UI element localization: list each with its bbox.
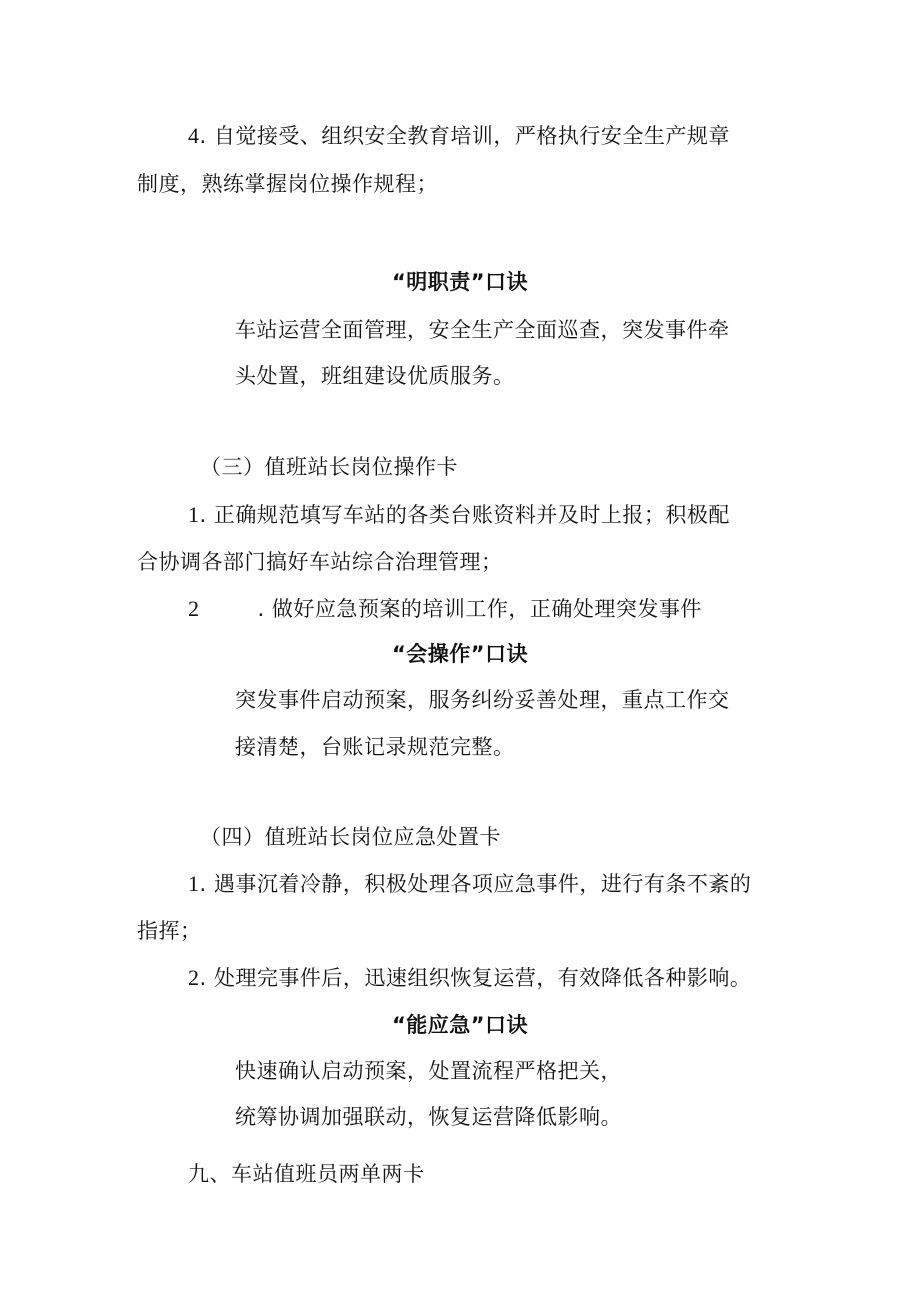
section-9-heading: 九、车站值班员两单两卡 [188, 1162, 425, 1186]
card-4-item-1-line-2: 指挥； [137, 919, 202, 943]
card-4-item-1-text-1: . 遇事沉着冷静，积极处理各项应急事件，进行有条不紊的 [199, 872, 752, 896]
nengyingji-line-2: 统筹协调加强联动，恢复运营降低影响。 [235, 1105, 622, 1129]
mingzhize-line-2: 头处置，班组建设优质服务。 [235, 364, 515, 388]
card-3-item-2-number: 2 [188, 596, 200, 621]
card-3-item-2 [188, 595, 702, 623]
card-4-item-2-number: 2 [188, 965, 200, 990]
card-4-item-2 [188, 964, 751, 992]
item-4-line-1 [188, 122, 730, 150]
card-4-heading: （四）值班站长岗位应急处置卡 [200, 825, 501, 849]
card-4-item-2-text: . 处理完事件后，迅速组织恢复运营，有效降低各种影响。 [199, 966, 752, 990]
card-3-heading: （三）值班站长岗位操作卡 [200, 455, 458, 479]
card-3-item-1-number: 1 [188, 502, 200, 527]
card-3-item-1-line-2: 合协调各部门搞好车站综合治理管理； [137, 550, 503, 574]
mingzhize-line-1: 车站运营全面管理，安全生产全面巡查，突发事件牵 [235, 318, 730, 342]
item-4-text-1: . 自觉接受、组织安全教育培训，严格执行安全生产规章 [199, 124, 730, 148]
nengyingji-line-1: 快速确认启动预案，处置流程严格把关， [235, 1059, 622, 1083]
huicaozuo-line-2: 接清楚，台账记录规范完整。 [235, 735, 515, 759]
card-3-item-2-text: . 做好应急预案的培训工作，正确处理突发事件 [257, 597, 702, 621]
card-3-item-1-text-1: . 正确规范填写车站的各类台账资料并及时上报；积极配 [199, 503, 730, 527]
huicaozuo-title: “会操作”口诀 [391, 642, 529, 666]
mingzhize-title: “明职责”口诀 [391, 270, 529, 294]
nengyingji-title: “能应急”口诀 [391, 1013, 529, 1037]
card-4-item-1-line-1 [188, 870, 751, 898]
item-4-number: 4 [188, 123, 200, 148]
card-4-item-1-number: 1 [188, 871, 200, 896]
card-3-item-1-line-1 [188, 501, 730, 529]
item-4-line-2: 制度，熟练掌握岗位操作规程； [137, 172, 438, 196]
huicaozuo-line-1: 突发事件启动预案，服务纠纷妥善处理，重点工作交 [235, 688, 730, 712]
